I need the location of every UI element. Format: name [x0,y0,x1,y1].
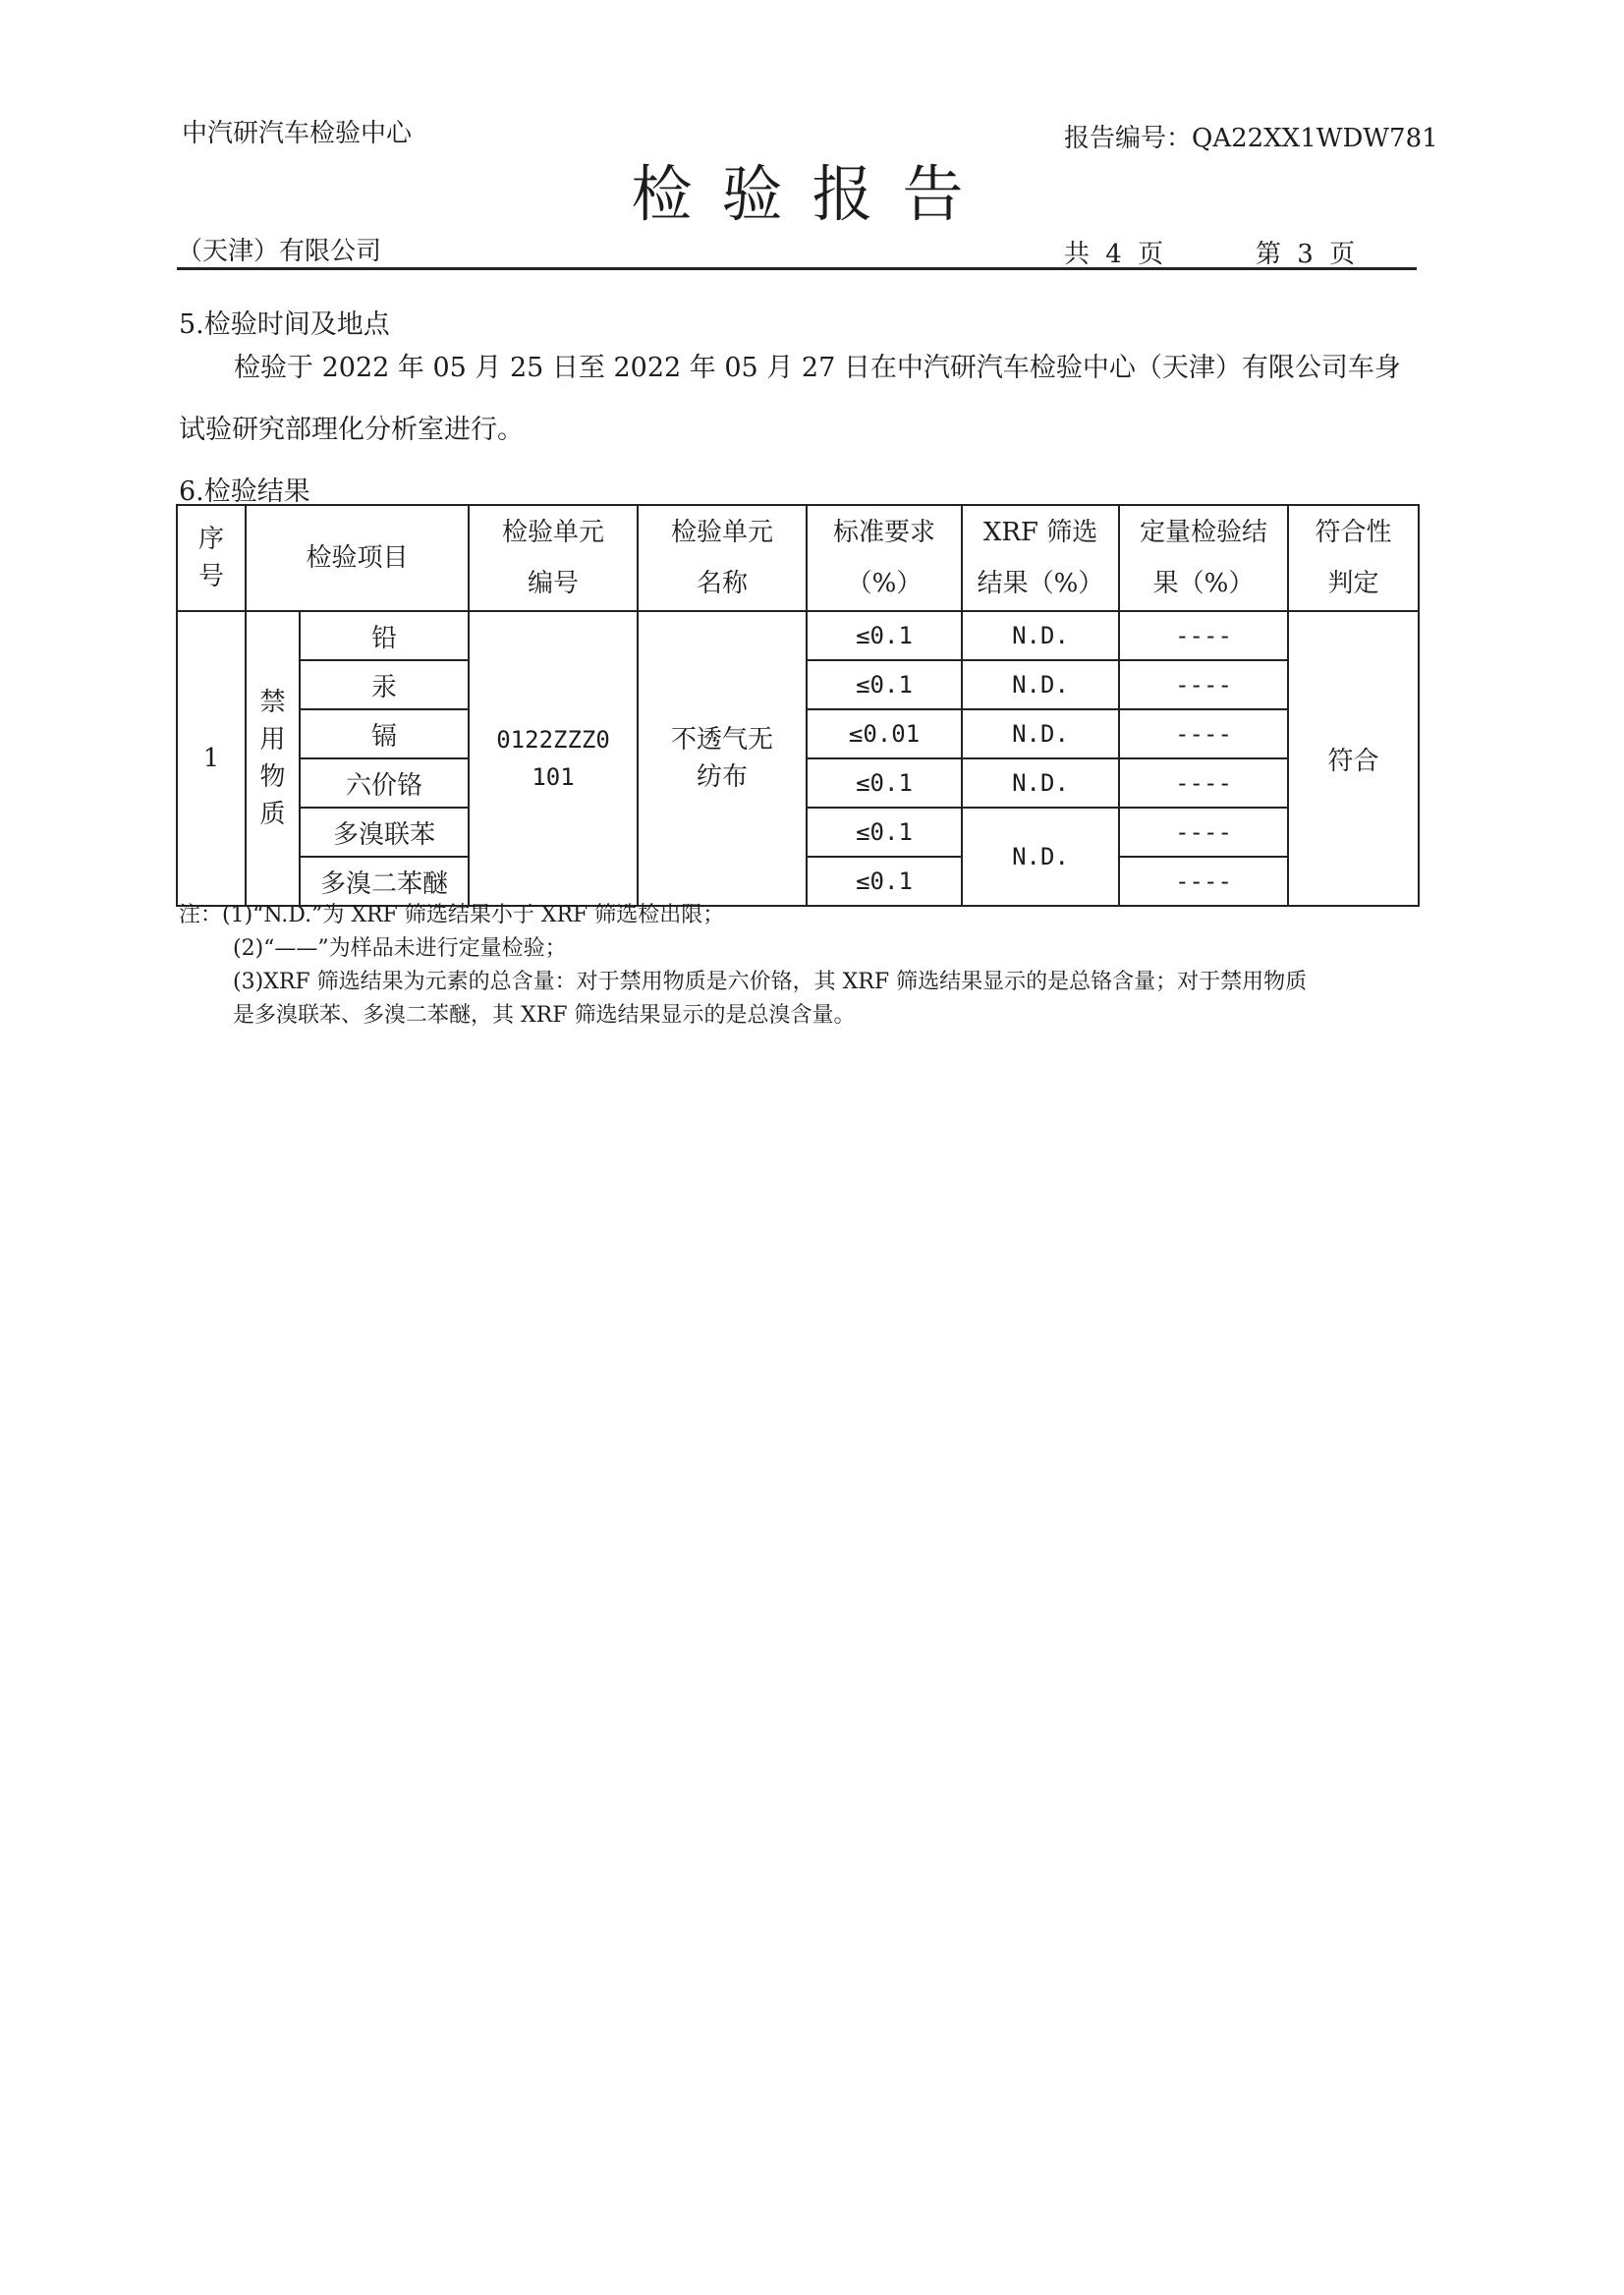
header-unit-no: 检验单元编号 [502,518,605,598]
section5-body: 检验于 2022 年 05 月 25 日至 2022 年 05 月 27 日在中汽研汽车检验中心（天津）有限公司车身试验研究部理化分析室进行。 [179,353,1401,445]
cell-std: ≤0.1 [807,808,962,857]
cell-unit-no: 0122ZZZ0101 [496,726,610,791]
cell-seq: 1 [177,611,246,906]
cell-qty: ---- [1119,857,1288,906]
cell-qty: ---- [1119,758,1288,808]
header-qty: 定量检验结果（%） [1140,518,1268,598]
cell-item: 六价铬 [300,758,469,808]
note-3b: 是多溴联苯、多溴二苯醚，其 XRF 筛选结果显示的是总溴含量。 [233,1003,856,1028]
cell-std: ≤0.1 [807,611,962,660]
cell-std: ≤0.1 [807,660,962,709]
cell-qty: ---- [1119,808,1288,857]
org-name-line2: （天津）有限公司 [177,237,382,266]
cell-verdict: 符合 [1288,611,1419,906]
table-row [177,611,1419,660]
cell-xrf: N.D. [962,709,1119,758]
cell-qty: ---- [1119,660,1288,709]
cell-std: ≤0.01 [807,709,962,758]
cell-item: 铅 [300,611,469,660]
header-item: 检验项目 [246,505,469,611]
cell-std: ≤0.1 [807,758,962,808]
cell-unit-name: 不透气无纺布 [671,725,774,792]
cell-std: ≤0.1 [807,857,962,906]
cell-item: 汞 [300,660,469,709]
cell-xrf: N.D. [962,660,1119,709]
note-3a: (3)XRF 筛选结果为元素的总含量：对于禁用物质是六价铬，其 XRF 筛选结果显示的是总铬含量；对于禁用物质 [233,970,1308,994]
table-header-row [177,505,1419,611]
results-table [176,504,1420,907]
cell-item: 多溴联苯 [300,808,469,857]
header-rule [177,267,1417,270]
cell-xrf: N.D. [962,611,1119,660]
cell-qty: ---- [1119,709,1288,758]
note-2: (2)“——”为样品未进行定量检验； [233,936,567,961]
section5-heading: 5.检验时间及地点 [179,309,390,340]
header-verdict: 符合性判定 [1315,518,1392,598]
page-current: 第 3 页 [1256,240,1356,269]
page-total: 共 4 页 [1064,240,1164,269]
header-xrf: XRF 筛选结果（%） [977,518,1104,598]
report-number: 报告编号：QA22XX1WDW781 [1064,124,1438,153]
cell-xrf: N.D. [962,758,1119,808]
cell-qty: ---- [1119,611,1288,660]
section6-heading: 6.检验结果 [179,476,310,507]
page-title: 检验报告 [631,158,993,230]
cell-item: 多溴二苯醚 [300,857,469,906]
cell-category: 禁用物质 [259,688,286,829]
org-name-line1: 中汽研汽车检验中心 [182,119,413,148]
note-1: 注：(1)“N.D.”为 XRF 筛选结果小于 XRF 筛选检出限； [179,903,725,927]
header-std: 标准要求（%） [833,518,936,598]
cell-item: 镉 [300,709,469,758]
header-seq: 序号 [197,525,224,591]
header-unit-name: 检验单元名称 [671,518,774,598]
cell-xrf: N.D. [962,808,1119,906]
